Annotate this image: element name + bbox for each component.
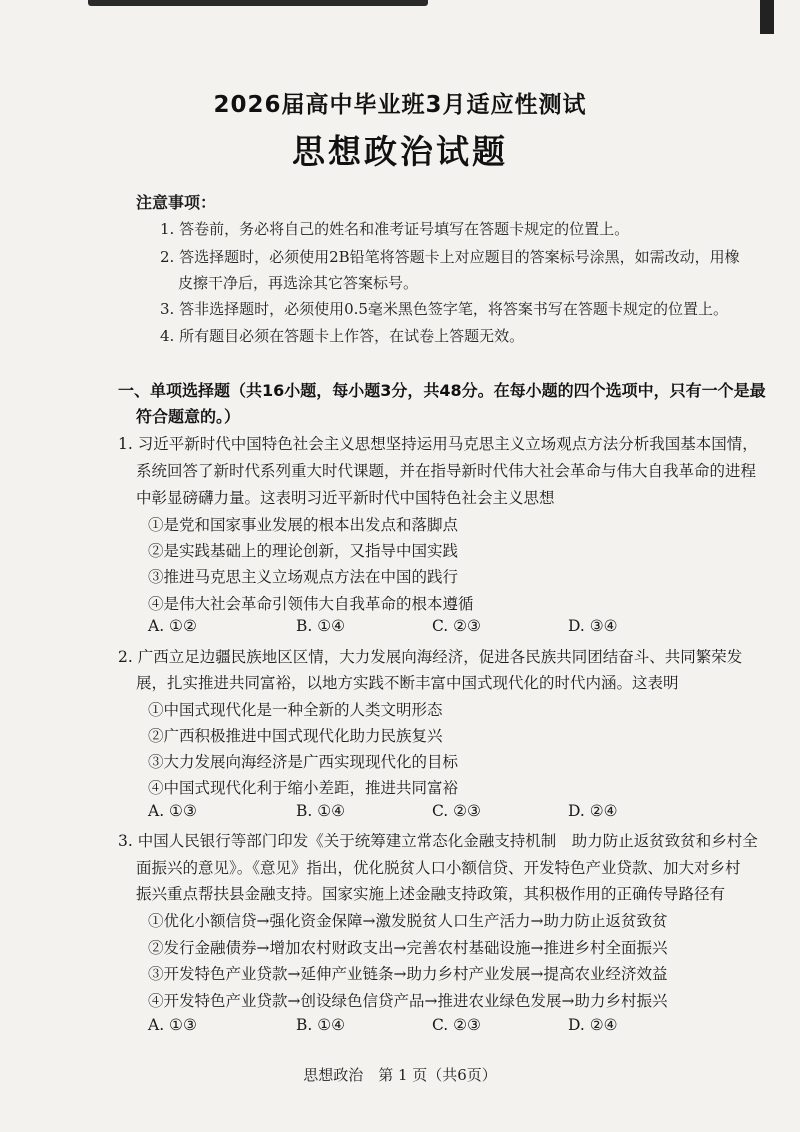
question-stem: 中彰显磅礴力量。这表明习近平新时代中国特色社会主义思想 (136, 489, 555, 507)
question-stem: 1. 习近平新时代中国特色社会主义思想坚持运用马克思主义立场观点方法分析我国基本国情， (118, 435, 758, 453)
question-stem: 3. 中国人民银行等部门印发《关于统筹建立常态化金融支持机制 助力防止返贫致贫和乡村全 (118, 832, 758, 850)
question-stem: 振兴重点帮扶县金融支持。国家实施上述金融支持政策，其积极作用的正确传导路径有 (136, 885, 726, 903)
scan-corner-mark (760, 0, 774, 34)
option-statement: ①优化小额信贷→强化资金保障→激发脱贫人口生产活力→助力防止返贫致贫 (148, 912, 668, 930)
exam-title: 2026届高中毕业班3月适应性测试 (213, 92, 587, 118)
question-stem: 2. 广西立足边疆民族地区区情，大力发展向海经济，促进各民族共同团结奋斗、共同繁荣发 (118, 648, 743, 666)
option-statement: ①中国式现代化是一种全新的人类文明形态 (148, 701, 443, 719)
option-statement: ④是伟大社会革命引领伟大自我革命的根本遵循 (148, 595, 474, 613)
choice-a: A. ①② (148, 617, 197, 635)
option-statement: ②发行金融债券→增加农村财政支出→完善农村基础设施→推进乡村全面振兴 (148, 939, 668, 957)
choice-c: C. ②③ (432, 802, 481, 820)
choice-b: B. ①④ (296, 617, 346, 635)
note-item: 1. 答卷前，务必将自己的姓名和准考证号填写在答题卡规定的位置上。 (160, 220, 630, 238)
note-item: 4. 所有题目必须在答题卡上作答，在试卷上答题无效。 (160, 327, 525, 345)
option-statement: ④中国式现代化利于缩小差距，推进共同富裕 (148, 779, 459, 797)
note-item: 皮擦干净后，再选涂其它答案标号。 (178, 274, 419, 292)
choice-d: D. ②④ (568, 802, 618, 820)
choice-b: B. ①④ (296, 1016, 346, 1034)
scan-edge-shadow (88, 0, 428, 6)
section-heading-cont: 符合题意的。） (136, 407, 241, 426)
option-statement: ①是党和国家事业发展的根本出发点和落脚点 (148, 516, 459, 534)
choice-a: A. ①③ (148, 802, 197, 820)
option-statement: ③推进马克思主义立场观点方法在中国的践行 (148, 568, 459, 586)
note-item: 3. 答非选择题时，必须使用0.5毫米黑色签字笔，将答案书写在答题卡规定的位置上。 (160, 300, 728, 318)
question-stem: 系统回答了新时代系列重大时代课题，并在指导新时代伟大社会革命与伟大自我革命的进程 (136, 462, 757, 480)
question-stem: 展，扎实推进共同富裕，以地方实践不断丰富中国式现代化的时代内涵。这表明 (136, 674, 679, 692)
choice-c: C. ②③ (432, 617, 481, 635)
option-statement: ③大力发展向海经济是广西实现现代化的目标 (148, 753, 459, 771)
answer-choices (148, 1016, 628, 1038)
note-item: 2. 答选择题时，必须使用2B铅笔将答题卡上对应题目的答案标号涂黑，如需改动，用橡 (160, 248, 740, 266)
choice-a: A. ①③ (148, 1016, 197, 1034)
answer-choices (148, 617, 628, 639)
option-statement: ③开发特色产业贷款→延伸产业链条→助力乡村产业发展→提高农业经济效益 (148, 965, 668, 983)
section-heading: 一、单项选择题（共16小题，每小题3分，共48分。在每小题的四个选项中，只有一个是最 (118, 381, 766, 400)
answer-choices (148, 802, 628, 824)
question-stem: 面振兴的意见》。《意见》指出，优化脱贫人口小额信贷、开发特色产业贷款、加大对乡村 (136, 859, 741, 877)
choice-b: B. ①④ (296, 802, 346, 820)
subject-title: 思想政治试题 (292, 132, 508, 171)
choice-d: D. ②④ (568, 1016, 618, 1034)
option-statement: ②广西积极推进中国式现代化助力民族复兴 (148, 727, 443, 745)
option-statement: ④开发特色产业贷款→创设绿色信贷产品→推进农业绿色发展→助力乡村振兴 (148, 992, 668, 1010)
page-footer: 思想政治 第 1 页（共6页） (303, 1066, 497, 1084)
choice-d: D. ③④ (568, 617, 618, 635)
choice-c: C. ②③ (432, 1016, 481, 1034)
notes-heading: 注意事项： (136, 193, 217, 212)
option-statement: ②是实践基础上的理论创新，又指导中国实践 (148, 542, 459, 560)
